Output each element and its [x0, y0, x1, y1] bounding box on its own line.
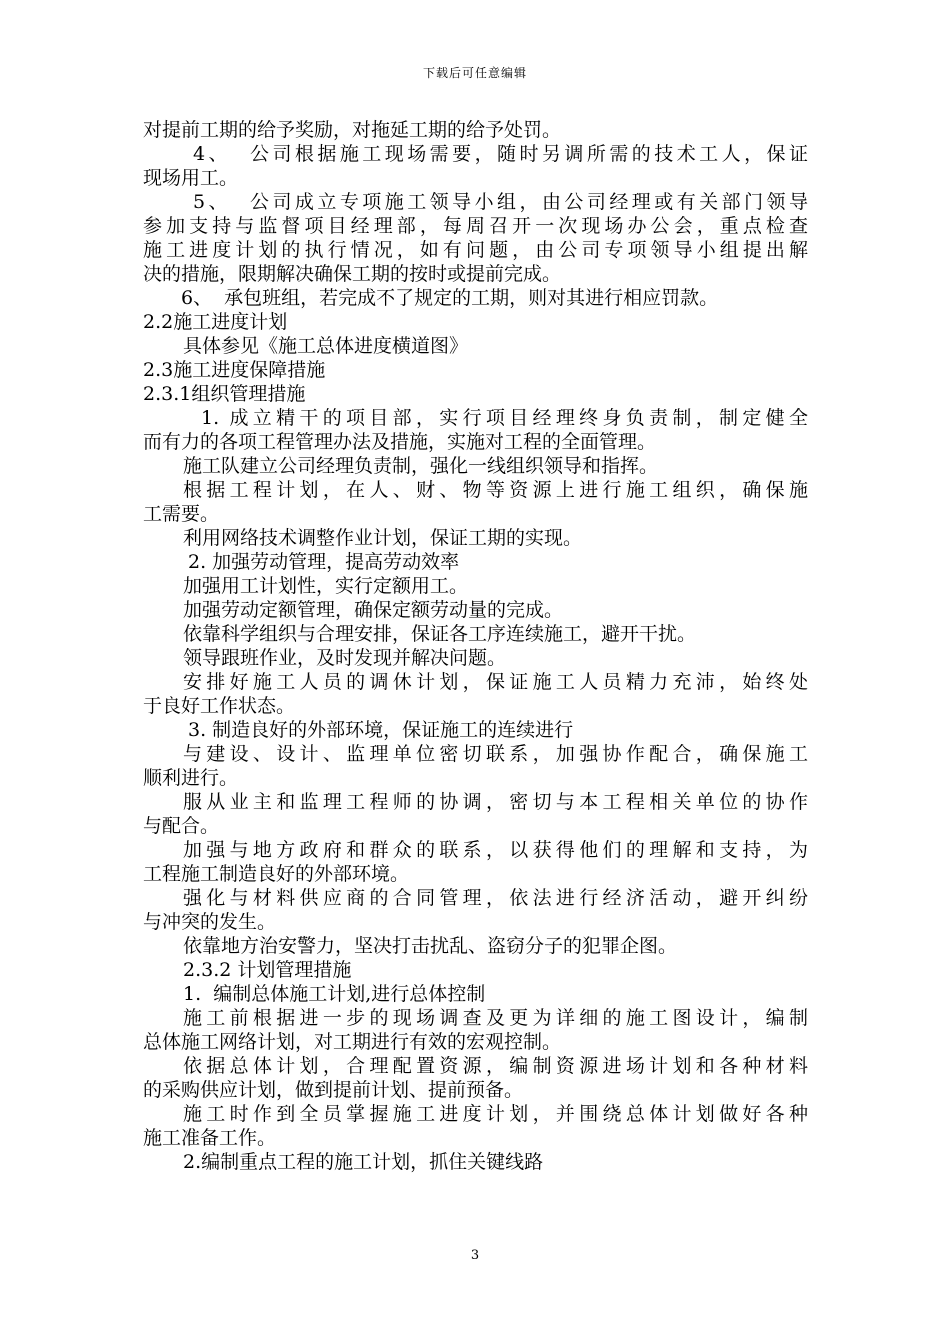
text-line: 依据总体计划，合理配置资源，编制资源进场计划和各种材料	[183, 1055, 808, 1077]
text-line: 于良好工作状态。	[143, 695, 296, 717]
document-body	[143, 118, 808, 1174]
text-line: 工程施工制造良好的外部环境。	[143, 863, 410, 885]
text-line: 的采购供应计划，做到提前计划、提前预备。	[143, 1079, 524, 1101]
text-line: 加强劳动定额管理，确保定额劳动量的完成。	[183, 599, 564, 621]
text-line: 施工准备工作。	[143, 1127, 277, 1149]
text-line: 与冲突的发生。	[143, 911, 277, 933]
page-number: 3	[470, 1248, 480, 1263]
text-line: 5、 公司成立专项施工领导小组，由公司经理或有关部门领导	[193, 191, 808, 213]
text-line: 工需要。	[143, 503, 220, 525]
text-line: 决的措施，限期解决确保工期的按时或提前完成。	[143, 263, 562, 285]
text-line: 加强与地方政府和群众的联系，以获得他们的理解和支持，为	[183, 839, 808, 861]
text-line: 施工进度计划的执行情况，如有问题，由公司专项领导小组提出解	[143, 239, 808, 261]
text-line: 1. 编制总体施工计划,进行总体控制	[183, 983, 486, 1005]
text-line: 对提前工期的给予奖励，对拖延工期的给予处罚。	[143, 119, 562, 141]
text-line: 依靠科学组织与合理安排，保证各工序连续施工，避开干扰。	[183, 623, 697, 645]
text-line: 依靠地方治安警力，坚决打击扰乱、盗窃分子的犯罪企图。	[183, 935, 678, 957]
text-line: 4、 公司根据施工现场需要，随时另调所需的技术工人，保证	[193, 143, 808, 165]
text-line: 安排好施工人员的调休计划，保证施工人员精力充沛，始终处	[183, 671, 808, 693]
text-line: 施工前根据进一步的现场调查及更为详细的施工图设计，编制	[183, 1007, 808, 1029]
text-line: 与建设、设计、监理单位密切联系，加强协作配合，确保施工	[183, 743, 808, 765]
text-line: 与配合。	[143, 815, 220, 837]
text-line: 顺利进行。	[143, 767, 239, 789]
text-line: 现场用工。	[143, 167, 239, 189]
text-line: 施工队建立公司经理负责制，强化一线组织领导和指挥。	[183, 455, 659, 477]
text-line: 6、 承包班组，若完成不了规定的工期，则对其进行相应罚款。	[181, 287, 719, 309]
text-line: 施工时作到全员掌握施工进度计划，并围绕总体计划做好各种	[183, 1103, 808, 1125]
page-header: 下载后可任意编辑	[422, 66, 527, 80]
text-line: 2.3.2 计划管理措施	[183, 959, 352, 981]
text-line: 而有力的各项工程管理办法及措施，实施对工程的全面管理。	[143, 431, 657, 453]
text-line: 领导跟班作业，及时发现并解决问题。	[183, 647, 507, 669]
text-line: 强化与材料供应商的合同管理，依法进行经济活动，避开纠纷	[183, 887, 808, 909]
text-line: 加强用工计划性，实行定额用工。	[183, 575, 469, 597]
text-line: 3. 制造良好的外部环境，保证施工的连续进行	[188, 719, 574, 741]
text-line: 2.3.1组织管理措施	[143, 383, 306, 405]
text-line: 2.3施工进度保障措施	[143, 359, 326, 381]
text-line: 服从业主和监理工程师的协调，密切与本工程相关单位的协作	[183, 791, 808, 813]
text-line: 具体参见《施工总体进度横道图》	[183, 335, 469, 357]
text-line: 1. 成立精干的项目部，实行项目经理终身负责制，制定健全	[201, 407, 808, 429]
text-line: 总体施工网络计划，对工期进行有效的宏观控制。	[143, 1031, 562, 1053]
text-line: 参加支持与监督项目经理部，每周召开一次现场办公会，重点检查	[143, 215, 808, 237]
text-line: 根据工程计划，在人、财、物等资源上进行施工组织，确保施	[183, 479, 808, 501]
text-line: 2.编制重点工程的施工计划，抓住关键线路	[183, 1151, 544, 1173]
text-line: 2. 加强劳动管理，提高劳动效率	[188, 551, 460, 573]
text-line: 2.2施工进度计划	[143, 311, 288, 333]
text-line: 利用网络技术调整作业计划，保证工期的实现。	[183, 527, 583, 549]
